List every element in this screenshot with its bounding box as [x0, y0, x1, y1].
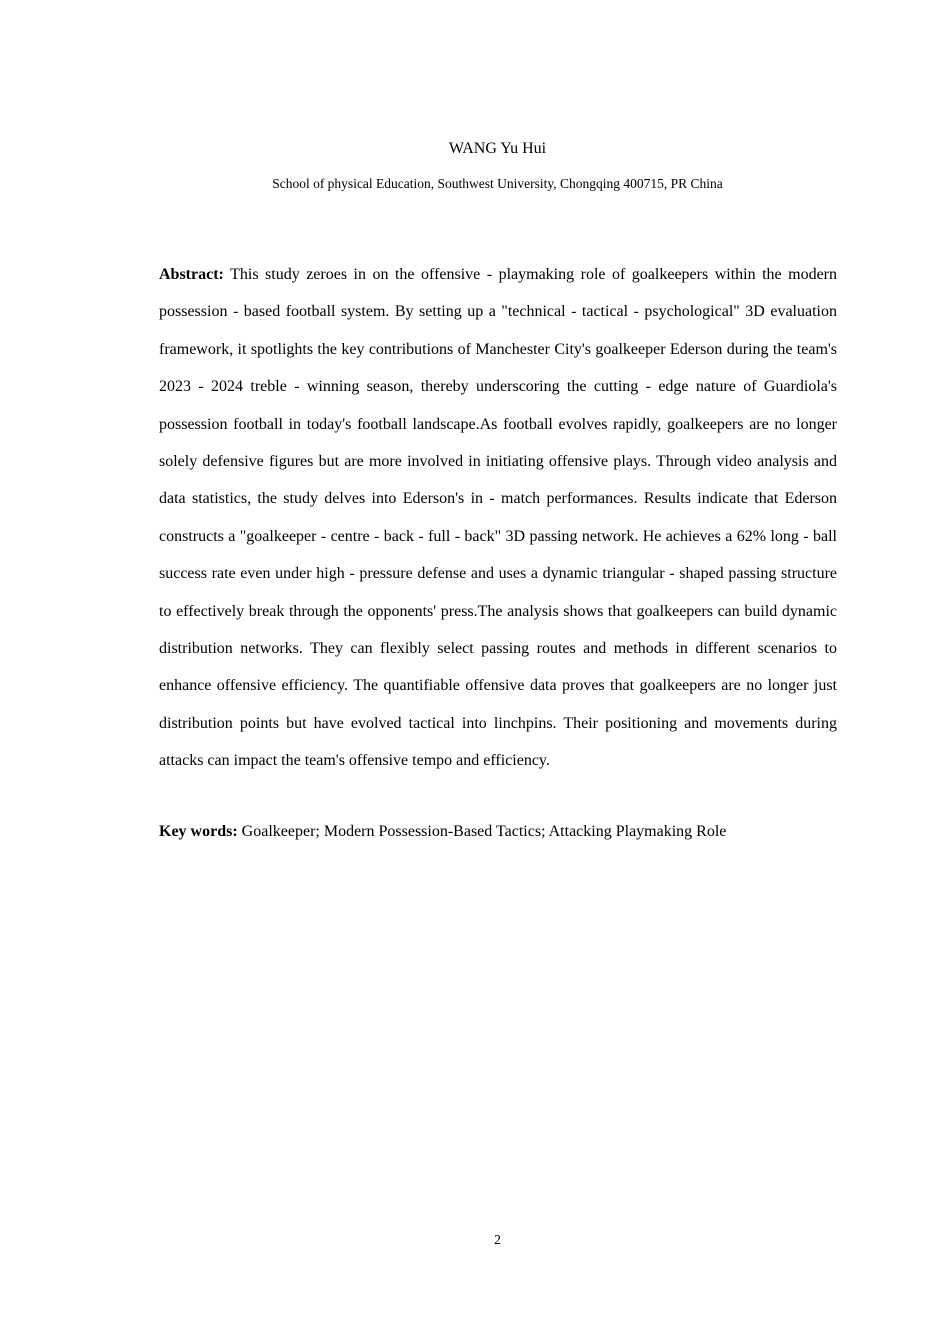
abstract-text: This study zeroes in on the offensive - playmaking role of goalkeepers within the modern possession - based football system. By setting up a "technical - tactical - psychological" 3D evaluation framework, it spotlights the key contributions of Manchester City's goalkeeper Ederson during the team's 2023 - 2024 treble - winning season, thereby underscoring the cutting - edge nature of Guardiola's possession football in today's football landscape.As football evolves rapidly, goalkeepers are no longer solely defensive figures but are more involved in initiating offensive plays. Through video analysis and data statistics, the study delves into Ederson's in - match performances. Results indicate that Ederson constructs a "goalkeeper - centre - back - full - back" 3D passing network. He achieves a 62% long - ball success rate even under high - pressure defense and uses a dynamic triangular - shaped passing structure to effectively break through the opponents' press.The analysis shows that goalkeepers can build dynamic distribution networks. They can flexibly select passing routes and methods in different scenarios to enhance offensive efficiency. The quantifiable offensive data proves that goalkeepers are no longer just distribution points but have evolved tactical into linchpins. Their positioning and movements during attacks can impact the team's offensive tempo and efficiency.	[159, 266, 838, 770]
page-number: 2	[494, 1232, 501, 1247]
keywords-label: Key words:	[159, 823, 238, 840]
author-affiliation: School of physical Education, Southwest University, Chongqing 400715, PR China	[272, 176, 723, 191]
keywords-paragraph	[159, 822, 837, 842]
abstract-label: Abstract:	[159, 266, 224, 283]
author-name: WANG Yu Hui	[448, 140, 547, 157]
abstract-paragraph	[159, 256, 837, 780]
keywords-text: Goalkeeper; Modern Possession-Based Tactics; Attacking Playmaking Role	[241, 823, 727, 840]
